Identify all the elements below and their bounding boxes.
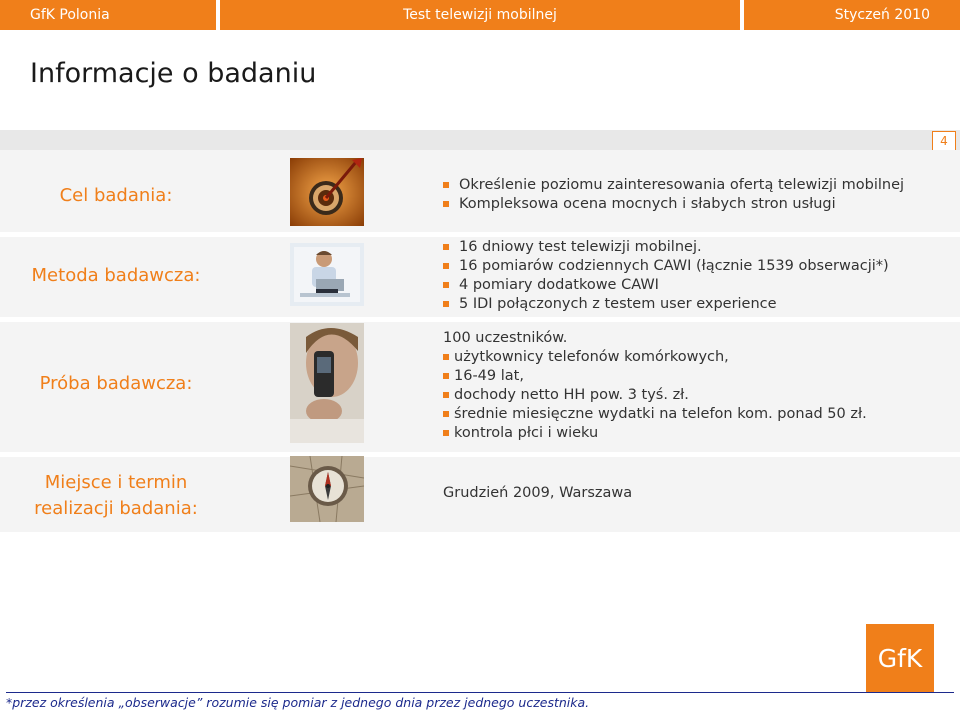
list-item: Określenie poziomu zainteresowania ofertą telewizji mobilnej — [443, 176, 904, 195]
proba-intro: 100 uczestników. — [443, 330, 568, 346]
gfk-logo — [866, 624, 934, 692]
list-item: średnie miesięczne wydatki na telefon kom. ponad 50 zł. — [443, 405, 867, 424]
list-item: 5 IDI połączonych z testem user experience — [443, 295, 889, 314]
list-item: Kompleksowa ocena mocnych i słabych stron usługi — [443, 195, 904, 214]
page-title: Informacje o badaniu — [30, 58, 317, 89]
compass-map-photo — [290, 456, 364, 522]
row-divider — [0, 232, 960, 237]
row-label-miejsce-line2: realizacji badania: — [34, 498, 198, 519]
list-item: 4 pomiary dodatkowe CAWI — [443, 276, 889, 295]
header-bar — [0, 0, 960, 30]
man-phone-photo — [290, 323, 364, 443]
gfk-logo-text: GfK — [877, 644, 923, 673]
footnote: *przez określenia „obserwacje” rozumie się pomiar z jednego dnia przez jednego uczestnika. — [6, 692, 954, 710]
separator-bar — [0, 130, 960, 150]
row-label-proba: Próba badawcza: — [39, 373, 193, 394]
list-item: 16 pomiarów codziennych CAWI (łącznie 1539 obserwacji*) — [443, 257, 889, 276]
row-label-miejsce-line1: Miejsce i termin — [44, 472, 188, 493]
header-company: GfK Polonia — [0, 0, 216, 30]
target-dart-photo — [290, 158, 364, 226]
cel-bullets — [443, 176, 904, 214]
list-item: 16-49 lat, — [443, 367, 867, 386]
row-divider — [0, 317, 960, 322]
list-item: użytkownicy telefonów komórkowych, — [443, 348, 867, 367]
header-project: Test telewizji mobilnej — [220, 0, 740, 30]
list-item: kontrola płci i wieku — [443, 424, 867, 443]
row-label-cel: Cel badania: — [59, 185, 173, 206]
header-date: Styczeń 2010 — [744, 0, 960, 30]
row-label-miejsce — [0, 470, 232, 522]
row-label-metoda: Metoda badawcza: — [31, 265, 201, 286]
man-laptop-photo — [290, 243, 364, 306]
list-item: dochody netto HH pow. 3 tyś. zł. — [443, 386, 867, 405]
proba-bullets — [443, 348, 867, 443]
metoda-bullets — [443, 238, 889, 314]
miejsce-text: Grudzień 2009, Warszawa — [443, 485, 633, 501]
page-number: 4 — [932, 131, 956, 151]
list-item: 16 dniowy test telewizji mobilnej. — [443, 238, 889, 257]
